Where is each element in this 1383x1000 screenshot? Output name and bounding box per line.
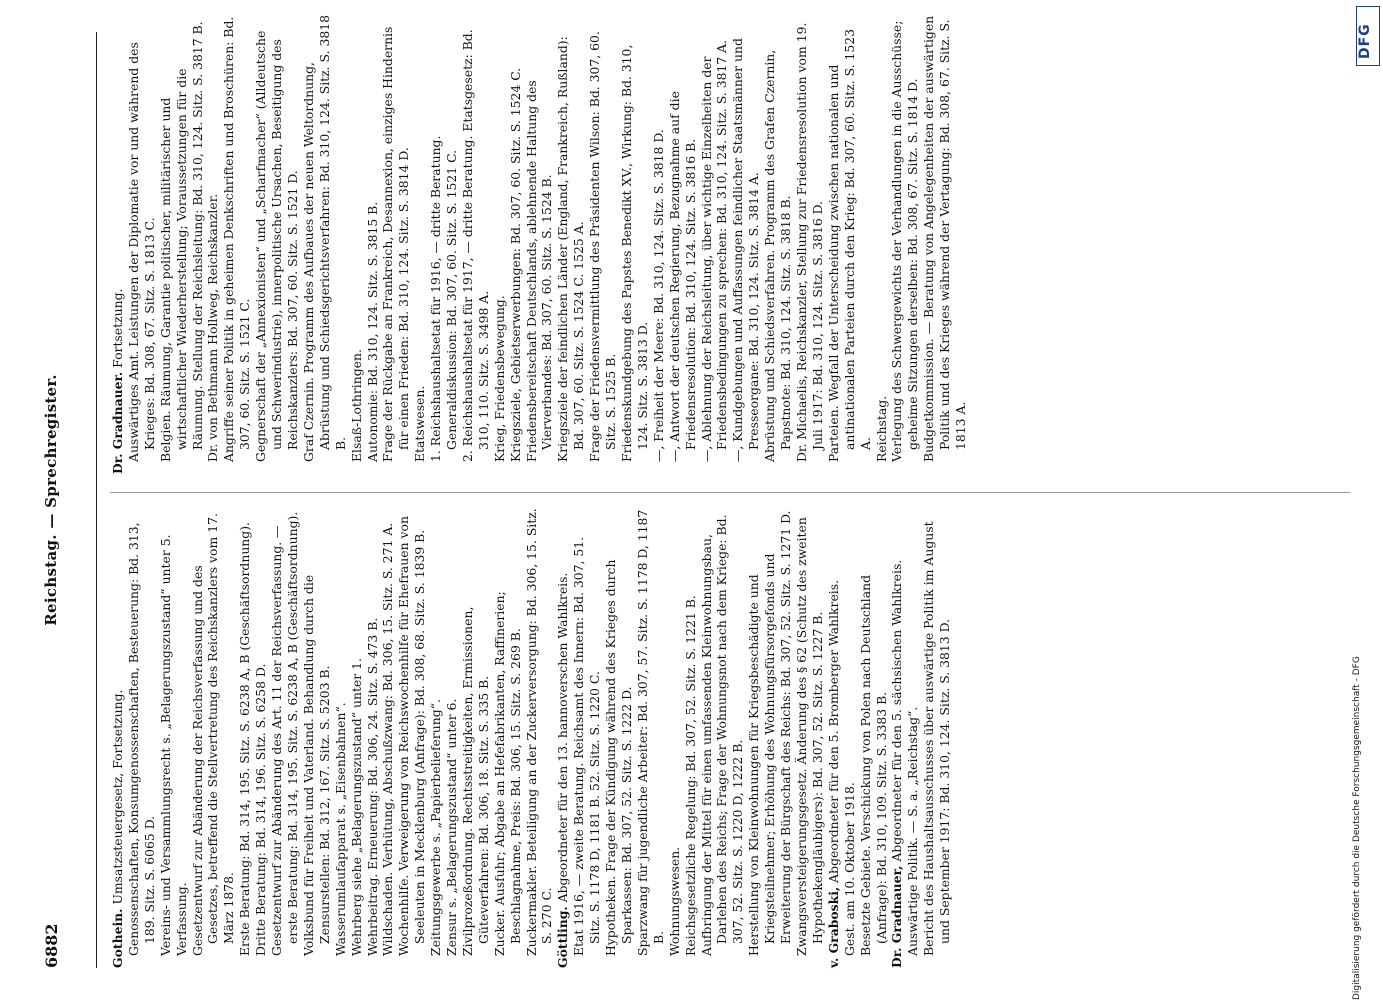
entry-text: Volksbund für Freiheit und Vaterland. Behandlung durch die Zensurstellen: Bd. 312, 167. Sitz. S. 5203 B. xyxy=(300,574,332,956)
index-entry xyxy=(492,14,508,474)
index-entry xyxy=(874,14,890,474)
column-divider xyxy=(110,492,1350,493)
index-entry xyxy=(730,14,762,474)
index-entry xyxy=(699,14,731,474)
entry-text: Etat 1916, — zweite Beratung. Reichsamt des Innern: Bd. 307, 51. Sitz. S. 1178 D, 1181 B. 52. Sitz. S. 1220 C. xyxy=(571,536,603,956)
index-entry xyxy=(110,508,126,968)
entry-text: Friedenskundgebung des Papstes Benedikt XV., Wirkung: Bd. 310, 124. Sitz. S. 3813 D. xyxy=(619,44,650,462)
logo-text: DFG xyxy=(1357,23,1373,59)
credit-text: Digitalisierung gefördert durch die Deutsche Forschungsgemeinschaft - DFG xyxy=(1352,656,1362,1000)
index-entry xyxy=(842,508,858,968)
entry-text: Gesetzentwurf zur Abänderung der Reichsverfassung und des Gesetzes, betreffend die Stellvertretung des Reichskanzlers vom 17. März 1878. xyxy=(189,513,237,956)
entry-text: Erste Beratung: Bd. 314, 195. Sitz. S. 6238 A, B (Geschäftsordnung). xyxy=(237,522,253,956)
entry-text: Gegnerschaft der „Annexionisten“ und „Scharfmacher“ (Alldeutsche und Schwerindustrie), innerpolitische Ursachen, Beseitigung des Reichskanzlers: Bd. 307, 60. Sitz. S. 1521 D. xyxy=(253,30,300,462)
entry-text: Verlegung des Schwergewichts der Verhandlungen in die Ausschüsse; geheime Sitzungen derselben: Bd. 308, 67. Sitz. S. 1814 D. xyxy=(889,20,921,462)
index-entry xyxy=(762,14,794,474)
index-entry xyxy=(635,508,667,968)
index-entry xyxy=(492,508,524,968)
index-entry xyxy=(349,508,365,968)
index-entry xyxy=(508,14,524,474)
index-entry xyxy=(571,508,603,968)
entry-text: Kriegsziele der feindlichen Länder (England, Frankreich, Rußland): Bd. 307, 60. Sitz. S. 1524 C. 1525 A. xyxy=(555,36,587,462)
index-entry xyxy=(174,508,190,968)
entry-text: —, Kundgebungen und Auffassungen feindlicher Staatsmänner und Presseorgane: Bd. 310, 124. Sitz. S. 3814 A. xyxy=(730,38,762,462)
entry-text: Zwangsversteigerungsgesetz. Änderung des § 62 (Schutz des zweiten Hypothekengläubigers): Bd. 307, 52. Sitz. S. 1227 B. xyxy=(793,517,825,956)
entry-text: Wasserumlaufapparat s. „Eisenbahnen“. xyxy=(332,702,348,956)
entry-text: Aufbringung der Mittel für einen umfassenden Kleinwohnungsbau, Darlehen des Reichs; Frage der Wohnungsnot nach dem Kriege: Bd. 307, 52. Sitz. S. 1220 D, 1222 B. xyxy=(698,514,746,956)
entry-text: Hypotheken. Frage der Kündigung während des Krieges durch Sparkassen: Bd. 307, 52. Sitz. S. 1222 D. xyxy=(603,559,634,956)
entry-text: 2. Reichshaushaltsetat für 1917, — dritte Beratung. Etatsgesetz: Bd. 310, 110. Sitz. S. 3498 A. xyxy=(459,29,491,462)
index-entry xyxy=(380,508,396,968)
entry-text: Dritte Beratung: Bd. 314, 196. Sitz. S. 6258 D. xyxy=(253,663,269,956)
index-entry xyxy=(889,14,921,474)
entry-text: Kriegsziele, Gebietserwerbungen: Bd. 307, 60. Sitz. S. 1524 C. xyxy=(507,67,523,462)
index-entry xyxy=(460,14,492,474)
index-entry xyxy=(667,14,699,474)
index-entry xyxy=(396,508,428,968)
entry-text: Parteien. Wegfall der Unterscheidung zwischen nationalen und antinationalen Parteien durch den Krieg: Bd. 307, 60. Sitz. S. 1523 A. xyxy=(825,28,873,462)
entry-text: Budgetkommission. — Beratung von Angelegenheiten der auswärtigen Politik und des Krieges während der Vertagung: Bd. 308, 67. Sitz. S. 1813 A. xyxy=(921,15,969,462)
index-entry xyxy=(365,14,381,474)
running-title: Reichstag. — Sprechregister. xyxy=(42,374,60,626)
entry-text: Krieg, Friedensbewegung. xyxy=(491,295,507,462)
index-entry xyxy=(524,14,556,474)
entry-text: Zivilprozeßordnung. Rechtsstreitigkeiten, Ermissionen, Güteverfahren: Bd. 306, 18. Sitz. S. 335 B. xyxy=(459,606,491,956)
entry-text: Gest. am 10. Oktober 1918. xyxy=(841,782,857,956)
index-entry xyxy=(190,508,238,968)
entry-text: Friedensbereitschaft Deutschlands, ablehnende Haltung des Vierverbandes: Bd. 307, 60. Sitz. S. 1524 B. xyxy=(523,80,555,462)
index-entry xyxy=(428,14,460,474)
entry-text: Vereins- und Versammlungsrecht s. „Belagerungszustand“ unter 5. xyxy=(157,534,173,956)
entry-text: Dr. Michaelis, Reichskanzler, Stellung zur Friedensresolution vom 19. Juli 1917: Bd. 310, 124. Sitz. S. 3816 D. xyxy=(793,22,825,462)
index-entry xyxy=(269,508,301,968)
index-entry xyxy=(110,14,126,474)
entry-name: Dr. Gradnauer, xyxy=(889,865,905,968)
entry-text: Autonomie: Bd. 310, 124. Sitz. S. 3815 B. xyxy=(364,201,380,462)
index-entry xyxy=(365,508,381,968)
page-header xyxy=(0,0,100,1000)
entry-text: Abgeordneter für den 5. Bromberger Wahlkreis. xyxy=(825,579,841,883)
entry-text: —, Antwort der deutschen Regierung, Bezugnahme auf die Friedensresolution: Bd. 310, 124. Sitz. S. 3816 B. xyxy=(666,91,698,462)
index-entry xyxy=(126,508,158,968)
index-entry xyxy=(794,14,826,474)
index-entry xyxy=(921,14,969,474)
index-entry xyxy=(301,508,333,968)
index-entry xyxy=(460,508,492,968)
index-entry xyxy=(667,508,683,968)
index-entry xyxy=(237,508,253,968)
index-entry xyxy=(587,14,619,474)
index-entry xyxy=(889,508,905,968)
index-entry xyxy=(126,14,158,474)
entry-text: Belgien. Räumung, Garantie politischer, militärischer und wirtschaftlicher Wiederherstellung; Voraussetzungen für die Räumung. Stellung der Reichsleitung: Bd. 310, 124. Sitz. S. 3817 B. xyxy=(157,21,205,462)
left-column xyxy=(110,508,953,968)
header-rule xyxy=(96,32,97,968)
entry-text: Wehrbeitrag. Erneuerung: Bd. 306, 24. Sitz. S. 473 B. xyxy=(364,617,380,956)
index-entry xyxy=(699,508,747,968)
index-entry xyxy=(221,14,253,474)
digitization-credit xyxy=(1352,20,1372,1000)
index-entry xyxy=(826,508,842,968)
entry-text: Reichsgesetzliche Regelung: Bd. 307, 52. Sitz. S. 1221 B. xyxy=(682,595,698,956)
entry-text: Zeitungsgewerbe s. „Papierbelieferung“. xyxy=(428,699,444,956)
index-entry xyxy=(746,508,794,968)
entry-text: Graf Czernin. Programm des Aufbaues der neuen Weltordnung, Abrüstung und Schiedsgerichtsverfahren: Bd. 310, 124. Sitz. S. 3818 B. xyxy=(300,14,348,462)
index-entry xyxy=(380,14,412,474)
index-entry xyxy=(205,14,221,474)
entry-text: Gesetzentwurf zur Abänderung des Art. 11 der Reichsverfassung. — erste Beratung: Bd. 314, 195. Sitz. S. 6238 A, B (Geschäftsordnung). xyxy=(269,511,300,956)
index-entry xyxy=(333,508,349,968)
index-entry xyxy=(412,14,428,474)
entry-text: Reichstag. xyxy=(873,395,889,462)
right-column xyxy=(110,14,969,474)
dfg-logo xyxy=(1356,6,1380,66)
entry-text: Wildschaden. Verhütung, Abschußzwang: Bd. 306, 15. Sitz. S. 271 A. xyxy=(380,522,396,956)
entry-name: Göttling. xyxy=(555,906,571,968)
entry-text: —, Ablehnung der Reichsleitung, über wichtige Einzelheiten der Friedensbedingungen zu sprechen: Bd. 310, 124. Sitz. S. 3817 A. xyxy=(698,39,730,462)
index-entry xyxy=(619,14,651,474)
entry-text: Umsatzsteuergesetz, Fortsetzung. xyxy=(110,689,125,905)
entry-text: Abgeordneter für den 5. sächsischen Wahlkreis. xyxy=(889,559,905,862)
entry-text: Wohnungswesen. xyxy=(666,846,682,956)
index-entry xyxy=(794,508,826,968)
entry-text: Verfassung. xyxy=(173,882,189,956)
entry-name: Gothein. xyxy=(110,908,125,968)
entry-text: —, Freiheit der Meere: Bd. 310, 124. Sitz. S. 3818 D. xyxy=(650,129,666,462)
entry-name: v. Graboski, xyxy=(825,886,841,968)
entry-text: Sparzwang für jugendliche Arbeiter: Bd. 307, 57. Sitz. S. 1178 D, 1187 B. xyxy=(634,509,666,956)
index-entry xyxy=(253,508,269,968)
index-entry xyxy=(905,508,921,968)
index-entry xyxy=(555,14,587,474)
index-entry xyxy=(826,14,874,474)
index-entry xyxy=(349,14,365,474)
entry-text: Zuckermakler. Beteiligung an der Zuckerversorgung: Bd. 306, 15. Sitz. S. 270 C. xyxy=(523,508,555,956)
index-entry xyxy=(555,508,571,968)
entry-text: Zensur s. „Belagerungszustand“ unter 6. xyxy=(444,698,460,956)
index-entry xyxy=(921,508,953,968)
entry-text: 1. Reichshaushaltsetat für 1916, — dritte Beratung. Generaldiskussion: Bd. 307, 60. Sitz. S. 1521 C. xyxy=(428,135,460,462)
index-entry xyxy=(651,14,667,474)
index-entry xyxy=(603,508,635,968)
entry-text: Zucker. Ausfuhr; Abgabe an Hefefabrikanten, Raffinerien; Beschlagnahme, Preis: Bd. 306, 15. Sitz. S. 269 B. xyxy=(491,591,523,956)
entry-text: Genossenschaften, Konsumgenossenschaften, Besteuerung: Bd. 313, 189. Sitz. S. 6065 D. xyxy=(125,522,157,956)
entry-text: Bericht des Haushaltsausschusses über auswärtige Politik im August und September 1917: Bd. 310, 124. Sitz. S. 3813 D. xyxy=(921,521,953,956)
entry-text: Wochenhilfe. Verweigerung von Reichswochenhilfe für Ehefrauen von Seeleuten in Mecklenburg (Anfrage): Bd. 308, 68. Sitz. S. 1839 B. xyxy=(396,516,428,956)
index-entry xyxy=(158,508,174,968)
entry-text: Frage der Friedensvermittlung des Präsidenten Wilson: Bd. 307, 60. Sitz. S. 1525 B. xyxy=(587,31,619,462)
index-entry xyxy=(301,14,349,474)
index-entry xyxy=(683,508,699,968)
entry-text: Frage der Rückgabe an Frankreich, Desannexion, einziges Hindernis für einen Frieden: Bd. 310, 124. Sitz. S. 3814 D. xyxy=(380,26,412,462)
entry-text: Etatswesen. xyxy=(412,385,428,462)
index-entry xyxy=(158,14,206,474)
index-entry xyxy=(858,508,890,968)
entry-text: Auswärtige Politik. — S. a. „Reichstag“. xyxy=(905,706,921,956)
entry-text: Abrüstung und Schiedsverfahren. Programm des Grafen Czernin, Papstnote: Bd. 310, 124. Sitz. S. 3818 B. xyxy=(762,49,794,462)
page-number: 6882 xyxy=(42,923,61,968)
entry-text: Abgeordneter für den 13. hannoverschen Wahlkreis. xyxy=(555,572,571,903)
entry-text: Auswärtiges Amt. Leistungen der Diplomatie vor und während des Krieges: Bd. 308, 67. Sitz. S. 1813 C. xyxy=(125,42,157,462)
entry-name: Dr. Gradnauer. xyxy=(110,371,125,474)
entry-text: Fortsetzung. xyxy=(110,288,125,368)
entry-text: Dr. von Bethmann Hollweg, Reichskanzler. xyxy=(205,193,221,462)
entry-text: Angriffe seiner Politik in geheimen Denkschriften und Broschüren: Bd. 307, 60. Sitz. S. 1521 C. xyxy=(221,16,253,462)
entry-text: Herstellung von Kleinwohnungen für Kriegsbeschädigte und Kriegsteilnehmer; Erhöhung des Wohnungsfürsorgefonds und Erweiterung der Bürgschaft des Reichs: Bd. 307, 52. Sitz. S. 1271 D. xyxy=(746,510,794,956)
entry-text: Elsaß-Lothringen. xyxy=(348,349,364,462)
entry-text: Besetzte Gebiete. Verschickung von Polen nach Deutschland (Anfrage): Bd. 310, 109. Sitz. S. 3383 B. xyxy=(857,575,889,956)
entry-text: Wehrberg siehe „Belagerungszustand“ unter 1. xyxy=(348,658,364,956)
index-entry xyxy=(444,508,460,968)
index-entry xyxy=(524,508,556,968)
index-entry xyxy=(253,14,301,474)
index-entry xyxy=(428,508,444,968)
